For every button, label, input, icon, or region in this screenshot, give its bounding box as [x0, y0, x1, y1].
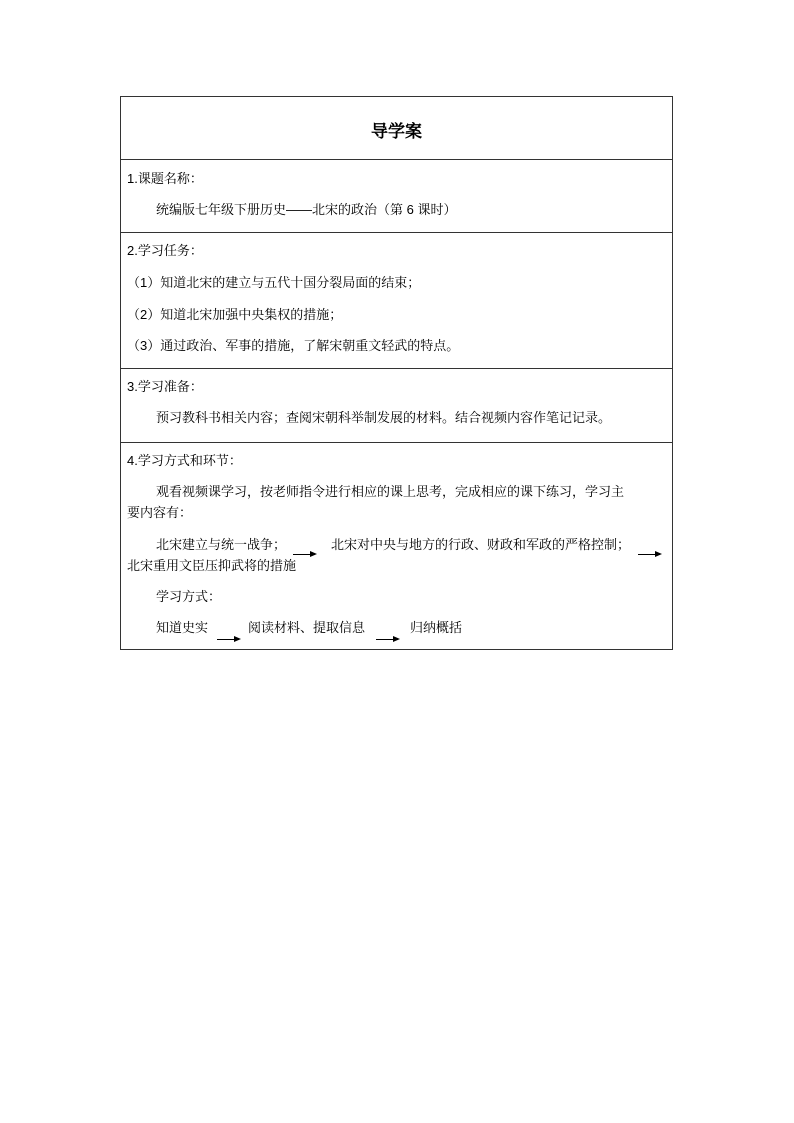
task-item: （3）通过政治、军事的措施，了解宋朝重文轻武的特点。: [127, 338, 460, 353]
arrow-icon: [638, 554, 660, 555]
method-step: 阅读材料、提取信息: [248, 620, 366, 635]
section4-intro: 要内容有：: [127, 505, 193, 520]
task-item: （1）知道北宋的建立与五代十国分裂局面的结束；: [127, 275, 421, 290]
method-label: 学习方式：: [156, 589, 222, 604]
section1-heading: 1.课题名称：: [127, 171, 203, 186]
flow-step: 北宋建立与统一战争；: [156, 537, 287, 552]
section3-heading: 3.学习准备：: [127, 379, 203, 394]
method-step: 知道史实: [156, 620, 209, 635]
method-step: 归纳概括: [410, 620, 463, 635]
arrow-icon: [293, 554, 315, 555]
flow-step: 北宋对中央与地方的行政、财政和军政的严格控制；: [331, 537, 631, 552]
section2-heading: 2.学习任务：: [127, 243, 203, 258]
row-divider: [120, 232, 673, 233]
flow-step: 北宋重用文臣压抑武将的措施: [127, 558, 297, 573]
section3-content: 预习教科书相关内容；查阅宋朝科举制发展的材料。结合视频内容作笔记记录。: [156, 410, 612, 425]
section4-intro: 观看视频课学习，按老师指令进行相应的课上思考，完成相应的课下练习，学习主: [156, 484, 625, 499]
arrow-icon: [217, 639, 239, 640]
section4-heading: 4.学习方式和环节：: [127, 453, 242, 468]
section1-content: 统编版七年级下册历史——北宋的政治（第 6 课时）: [156, 202, 457, 217]
row-divider: [120, 159, 673, 160]
document-title: 导学案: [371, 122, 422, 141]
task-item: （2）知道北宋加强中央集权的措施；: [127, 307, 343, 322]
arrow-icon: [376, 639, 398, 640]
row-divider: [120, 368, 673, 369]
row-divider: [120, 442, 673, 443]
